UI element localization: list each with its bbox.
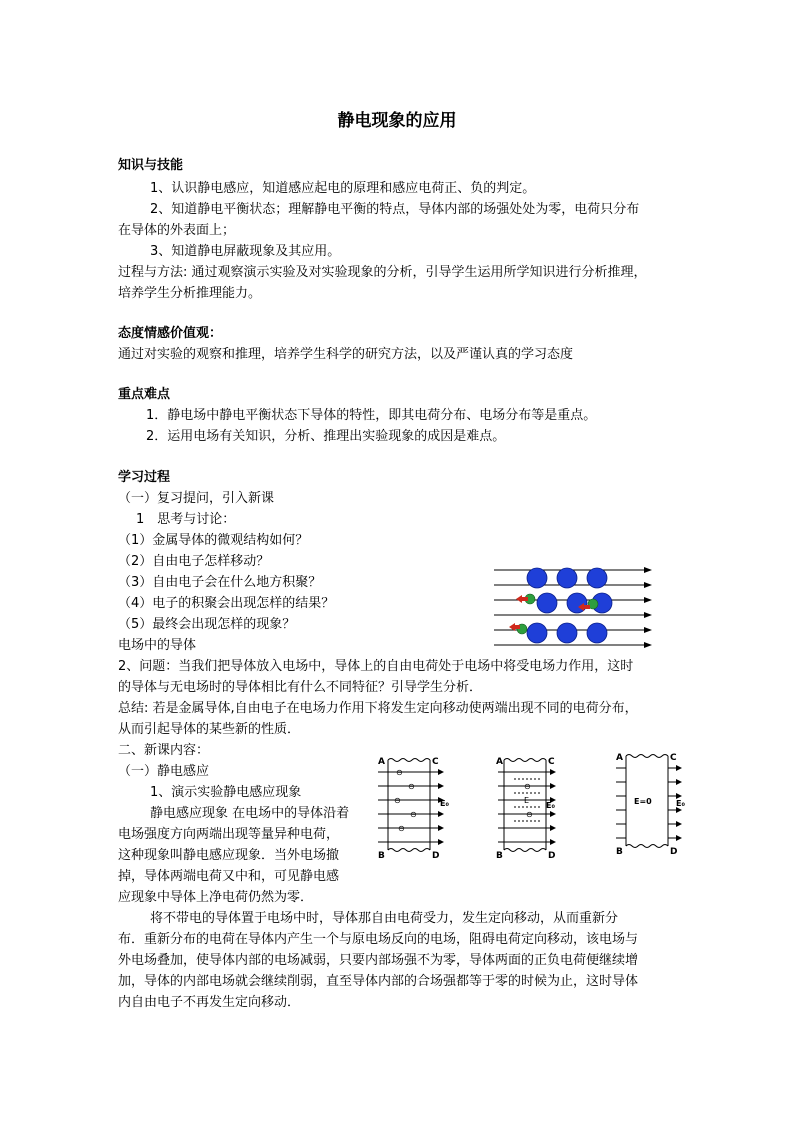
redistribution-paragraph: 加，导体的内部电场就会继续削弱，直至导体内部的合场强都等于零的时候为止，这时导体 <box>118 974 639 989</box>
induction-paragraph: 应现象中导体上净电荷仍然为零． <box>118 890 314 905</box>
knowledge-item: 2、知道静电平衡状态；理解静电平衡的特点，导体内部的场强处处为零，电荷只分布 <box>150 202 640 217</box>
redistribution-paragraph: 内自由电子不再发生定向移动． <box>118 995 301 1010</box>
knowledge-item: 3、知道静电屏蔽现象及其应用。 <box>150 244 341 259</box>
attitude-text: 通过对实验的观察和推理，培养学生科学的研究方法，以及严谨认真的学习态度 <box>118 347 574 362</box>
keypoint-item: 1．静电场中静电平衡状态下导体的特性，即其电荷分布、电场分布等是重点。 <box>146 408 597 423</box>
label-D: D <box>670 847 678 857</box>
knowledge-item: 在导体的外表面上； <box>118 223 236 238</box>
summary-text: 从而引起导体的某些新的性质． <box>118 722 301 737</box>
redistribution-paragraph: 布．重新分布的电荷在导体内产生一个与原电场反向的电场，阻碍电荷定向移动，该电场与 <box>118 932 639 947</box>
induction-paragraph: 这种现象叫静电感应现象．当外电场撤 <box>118 848 340 863</box>
question-item: （5）最终会出现怎样的现象？ <box>118 617 296 632</box>
conductor-in-field-figure <box>492 562 656 652</box>
label-D: D <box>548 851 556 861</box>
label-E-induced: E <box>524 796 530 805</box>
learning-subsection: 1 思考与讨论： <box>136 512 236 527</box>
knowledge-item: 1、认识静电感应，知道感应起电的原理和感应电荷正、负的判定。 <box>150 181 536 196</box>
positive-ion <box>587 568 607 588</box>
label-E0: E₀ <box>676 799 685 808</box>
process-text: 过程与方法: 通过观察演示实验及对实验现象的分析，引导学生运用所学知识进行分析推理， <box>118 265 647 280</box>
induction-paragraph: 掉，导体两端电荷又中和，可见静电感 <box>118 869 340 884</box>
label-E-zero: E=0 <box>634 797 652 806</box>
induction-paragraph: 静电感应现象 在电场中的导体沿着 <box>150 806 350 821</box>
label-D: D <box>432 851 440 861</box>
knowledge-heading: 知识与技能 <box>118 158 184 173</box>
question-item: （3）自由电子会在什么地方积聚？ <box>118 575 322 590</box>
label-B: B <box>496 851 503 861</box>
electrostatic-induction-figures <box>374 750 692 862</box>
induction-stage-2 <box>498 759 552 852</box>
label-E0: E₀ <box>546 801 555 810</box>
positive-ion <box>557 568 577 588</box>
summary-text: 总结: 若是金属导体,自由电子在电场力作用下将发生定向移动使两端出现不同的电荷分布， <box>118 701 638 716</box>
learning-section: （一）复习提问，引入新课 <box>118 491 275 506</box>
electron-symbol: ⊖ <box>398 824 405 833</box>
label-C: C <box>548 757 555 767</box>
positive-ion <box>557 623 577 643</box>
positive-ion <box>537 593 557 613</box>
process-text: 培养学生分析推理能力。 <box>118 286 262 301</box>
electron-symbol: ⊖ <box>526 810 533 819</box>
label-A: A <box>378 757 385 767</box>
figure-caption: 电场中的导体 <box>118 638 197 653</box>
label-C: C <box>432 757 439 767</box>
keypoints-heading: 重点难点 <box>118 387 171 402</box>
learning-heading: 学习过程 <box>118 470 171 485</box>
label-B: B <box>378 851 385 861</box>
induction-stage-1 <box>378 759 440 852</box>
attitude-heading: 态度情感价值观： <box>118 326 223 341</box>
question-item: （2）自由电子怎样移动？ <box>118 554 270 569</box>
question-item: （1）金属导体的微观结构如何？ <box>118 533 309 548</box>
label-A: A <box>616 753 623 763</box>
label-C: C <box>670 753 677 763</box>
question-item: （4）电子的积聚会出现怎样的结果？ <box>118 596 335 611</box>
newlesson-heading: 二、新课内容： <box>118 743 210 758</box>
question-2: 2、问题：当我们把导体放入电场中，导体上的自由电荷处于电场中将受电场力作用，这时 <box>118 659 634 674</box>
label-E0: E₀ <box>440 799 449 808</box>
label-B: B <box>616 847 623 857</box>
positive-ion <box>527 568 547 588</box>
electron-symbol: ⊖ <box>408 782 415 791</box>
positive-ion <box>527 623 547 643</box>
keypoint-item: 2．运用电场有关知识，分析、推理出实验现象的成因是难点。 <box>146 429 506 444</box>
electron-symbol: ⊖ <box>410 810 417 819</box>
field-arrowheads <box>644 567 652 648</box>
electron-symbol: ⊖ <box>524 782 531 791</box>
induction-paragraph: 电场强度方向两端出现等量异种电荷， <box>118 827 340 842</box>
positive-ion <box>587 623 607 643</box>
redistribution-paragraph: 外电场叠加，使导体内部的电场减弱，只要内部场强不为零，导体两面的正负电荷便继续增 <box>118 953 639 968</box>
page-title: 静电现象的应用 <box>337 111 457 131</box>
label-A: A <box>496 757 503 767</box>
newlesson-section: （一）静电感应 <box>118 764 210 779</box>
redistribution-paragraph: 将不带电的导体置于电场中时，导体那自由电荷受力，发生定向移动，从而重新分 <box>150 911 619 926</box>
electron-symbol: ⊖ <box>396 768 403 777</box>
demo-title: 1、演示实验静电感应现象 <box>150 785 302 800</box>
electron-symbol: ⊖ <box>394 796 401 805</box>
question-2: 的导体与无电场时的导体相比有什么不同特征？引导学生分析． <box>118 680 483 695</box>
